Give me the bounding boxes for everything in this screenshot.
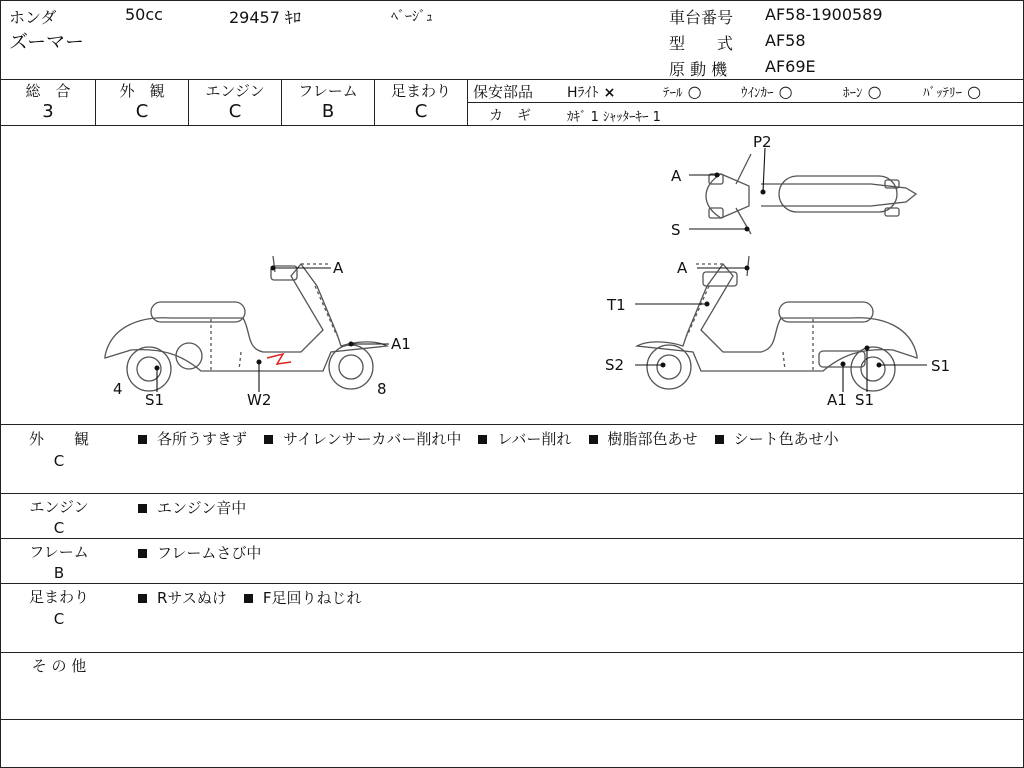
safety-item-name: Hﾗｲﾄ xyxy=(567,85,599,101)
grade-value: C xyxy=(135,101,149,122)
label-t1: T1 xyxy=(607,296,626,314)
grade-total xyxy=(1,80,96,125)
label-a1: A1 xyxy=(827,391,847,409)
safety-item-mark: ○ xyxy=(687,82,702,101)
divider xyxy=(1,719,1023,720)
label-a: A xyxy=(677,259,688,277)
grade-label: 外 観 xyxy=(119,82,165,100)
note: レバー削れ xyxy=(497,430,572,448)
safety-item-headlight xyxy=(567,82,615,102)
grade-value: 3 xyxy=(42,101,54,122)
bullet-icon xyxy=(478,435,487,444)
safety-item-name: ｳｲﾝｶｰ xyxy=(741,86,774,101)
label-s: S xyxy=(671,221,681,239)
remarks-grade: C xyxy=(53,452,65,470)
remarks-label: そ の 他 xyxy=(31,657,87,675)
damage-diagram xyxy=(1,126,1023,424)
label-s1: S1 xyxy=(931,357,951,375)
bullet-icon xyxy=(589,435,598,444)
grade-label: 足まわり xyxy=(390,82,451,100)
safety-item-name: ﾎｰﾝ xyxy=(843,86,863,101)
mileage: 29457 ｷﾛ xyxy=(229,8,301,27)
grade-value: B xyxy=(321,101,335,122)
bullet-icon xyxy=(264,435,273,444)
label-w2: W2 xyxy=(247,391,272,409)
grade-engine xyxy=(189,80,282,125)
model-name: ズーマー xyxy=(9,31,85,53)
safety-item-mark: ○ xyxy=(867,82,882,101)
label-4: 4 xyxy=(113,380,123,398)
safety-item-winker xyxy=(741,82,793,101)
note: シート色あせ小 xyxy=(733,430,839,448)
bullet-icon xyxy=(715,435,724,444)
remarks-label: 外 観 xyxy=(28,430,89,448)
bullet-icon xyxy=(138,504,147,513)
label-s1: S1 xyxy=(855,391,875,409)
note: 各所うすきず xyxy=(157,430,248,448)
divider xyxy=(1,652,1023,653)
displacement: 50cc xyxy=(125,5,163,24)
safety-item-mark: ○ xyxy=(778,82,793,101)
bullet-icon xyxy=(244,594,253,603)
remarks-label: エンジン xyxy=(29,498,89,516)
type-value: AF58 xyxy=(765,31,806,50)
remarks-notes xyxy=(138,587,374,608)
grade-value: C xyxy=(414,101,428,122)
safety-divider xyxy=(468,102,1023,103)
label-p2: P2 xyxy=(753,133,772,151)
label-s2: S2 xyxy=(605,356,625,374)
divider xyxy=(1,538,1023,539)
safety-item-mark: ○ xyxy=(967,82,982,101)
safety-parts-title: 保安部品 xyxy=(473,83,534,101)
key-value: ｶｷﾞ 1 ｼｬｯﾀｰｷｰ 1 xyxy=(567,110,661,125)
grade-frame xyxy=(282,80,375,125)
bullet-icon xyxy=(138,549,147,558)
note: エンジン音中 xyxy=(157,499,247,517)
remarks-grade: B xyxy=(53,564,65,582)
divider xyxy=(1,583,1023,584)
label-a: A xyxy=(671,167,682,185)
note: F足回りねじれ xyxy=(262,589,362,607)
note: Rサスぬけ xyxy=(157,589,227,607)
remarks-notes xyxy=(138,542,273,563)
grade-value: C xyxy=(228,101,242,122)
key-label: カ ギ xyxy=(489,108,531,124)
grade-label: 総 合 xyxy=(25,82,71,100)
safety-item-mark: × xyxy=(603,85,616,101)
label-8: 8 xyxy=(377,380,387,398)
safety-item-name: ﾊﾞｯﾃﾘｰ xyxy=(923,86,962,101)
engine-model-label: 原 動 機 xyxy=(669,60,728,79)
grade-exterior xyxy=(96,80,189,125)
frame-no: AF58-1900589 xyxy=(765,5,883,24)
remarks-notes xyxy=(138,428,851,449)
color: ﾍﾞｰｼﾞｭ xyxy=(391,9,433,25)
note: サイレンサーカバー削れ中 xyxy=(283,430,462,448)
remarks-notes xyxy=(138,497,258,518)
frame-no-label: 車台番号 xyxy=(669,8,734,27)
bullet-icon xyxy=(138,594,147,603)
remarks-grade: C xyxy=(53,519,65,537)
grade-suspension xyxy=(375,80,468,125)
scooter-top-view xyxy=(706,154,916,234)
type-label: 型 式 xyxy=(669,34,734,53)
scooter-left-side-view xyxy=(105,256,387,391)
maker-name: ホンダ xyxy=(9,8,57,27)
divider xyxy=(1,424,1023,425)
remarks-grade: C xyxy=(53,610,65,628)
safety-item-name: ﾃｰﾙ xyxy=(663,86,683,101)
note: フレームさび中 xyxy=(157,544,262,562)
label-a1: A1 xyxy=(391,335,411,353)
note: 樹脂部色あせ xyxy=(607,430,698,448)
safety-item-tail xyxy=(663,82,702,101)
safety-item-battery xyxy=(923,82,981,101)
remarks-label: 足まわり xyxy=(28,588,89,606)
safety-item-horn xyxy=(843,82,882,101)
damage-mark xyxy=(267,354,291,364)
grade-label: フレーム xyxy=(298,82,358,100)
remarks-label: フレーム xyxy=(29,543,89,561)
label-s1: S1 xyxy=(145,391,165,409)
divider xyxy=(1,493,1023,494)
grade-label: エンジン xyxy=(205,82,265,100)
engine-model-value: AF69E xyxy=(765,57,816,76)
label-a: A xyxy=(333,259,344,277)
bullet-icon xyxy=(138,435,147,444)
